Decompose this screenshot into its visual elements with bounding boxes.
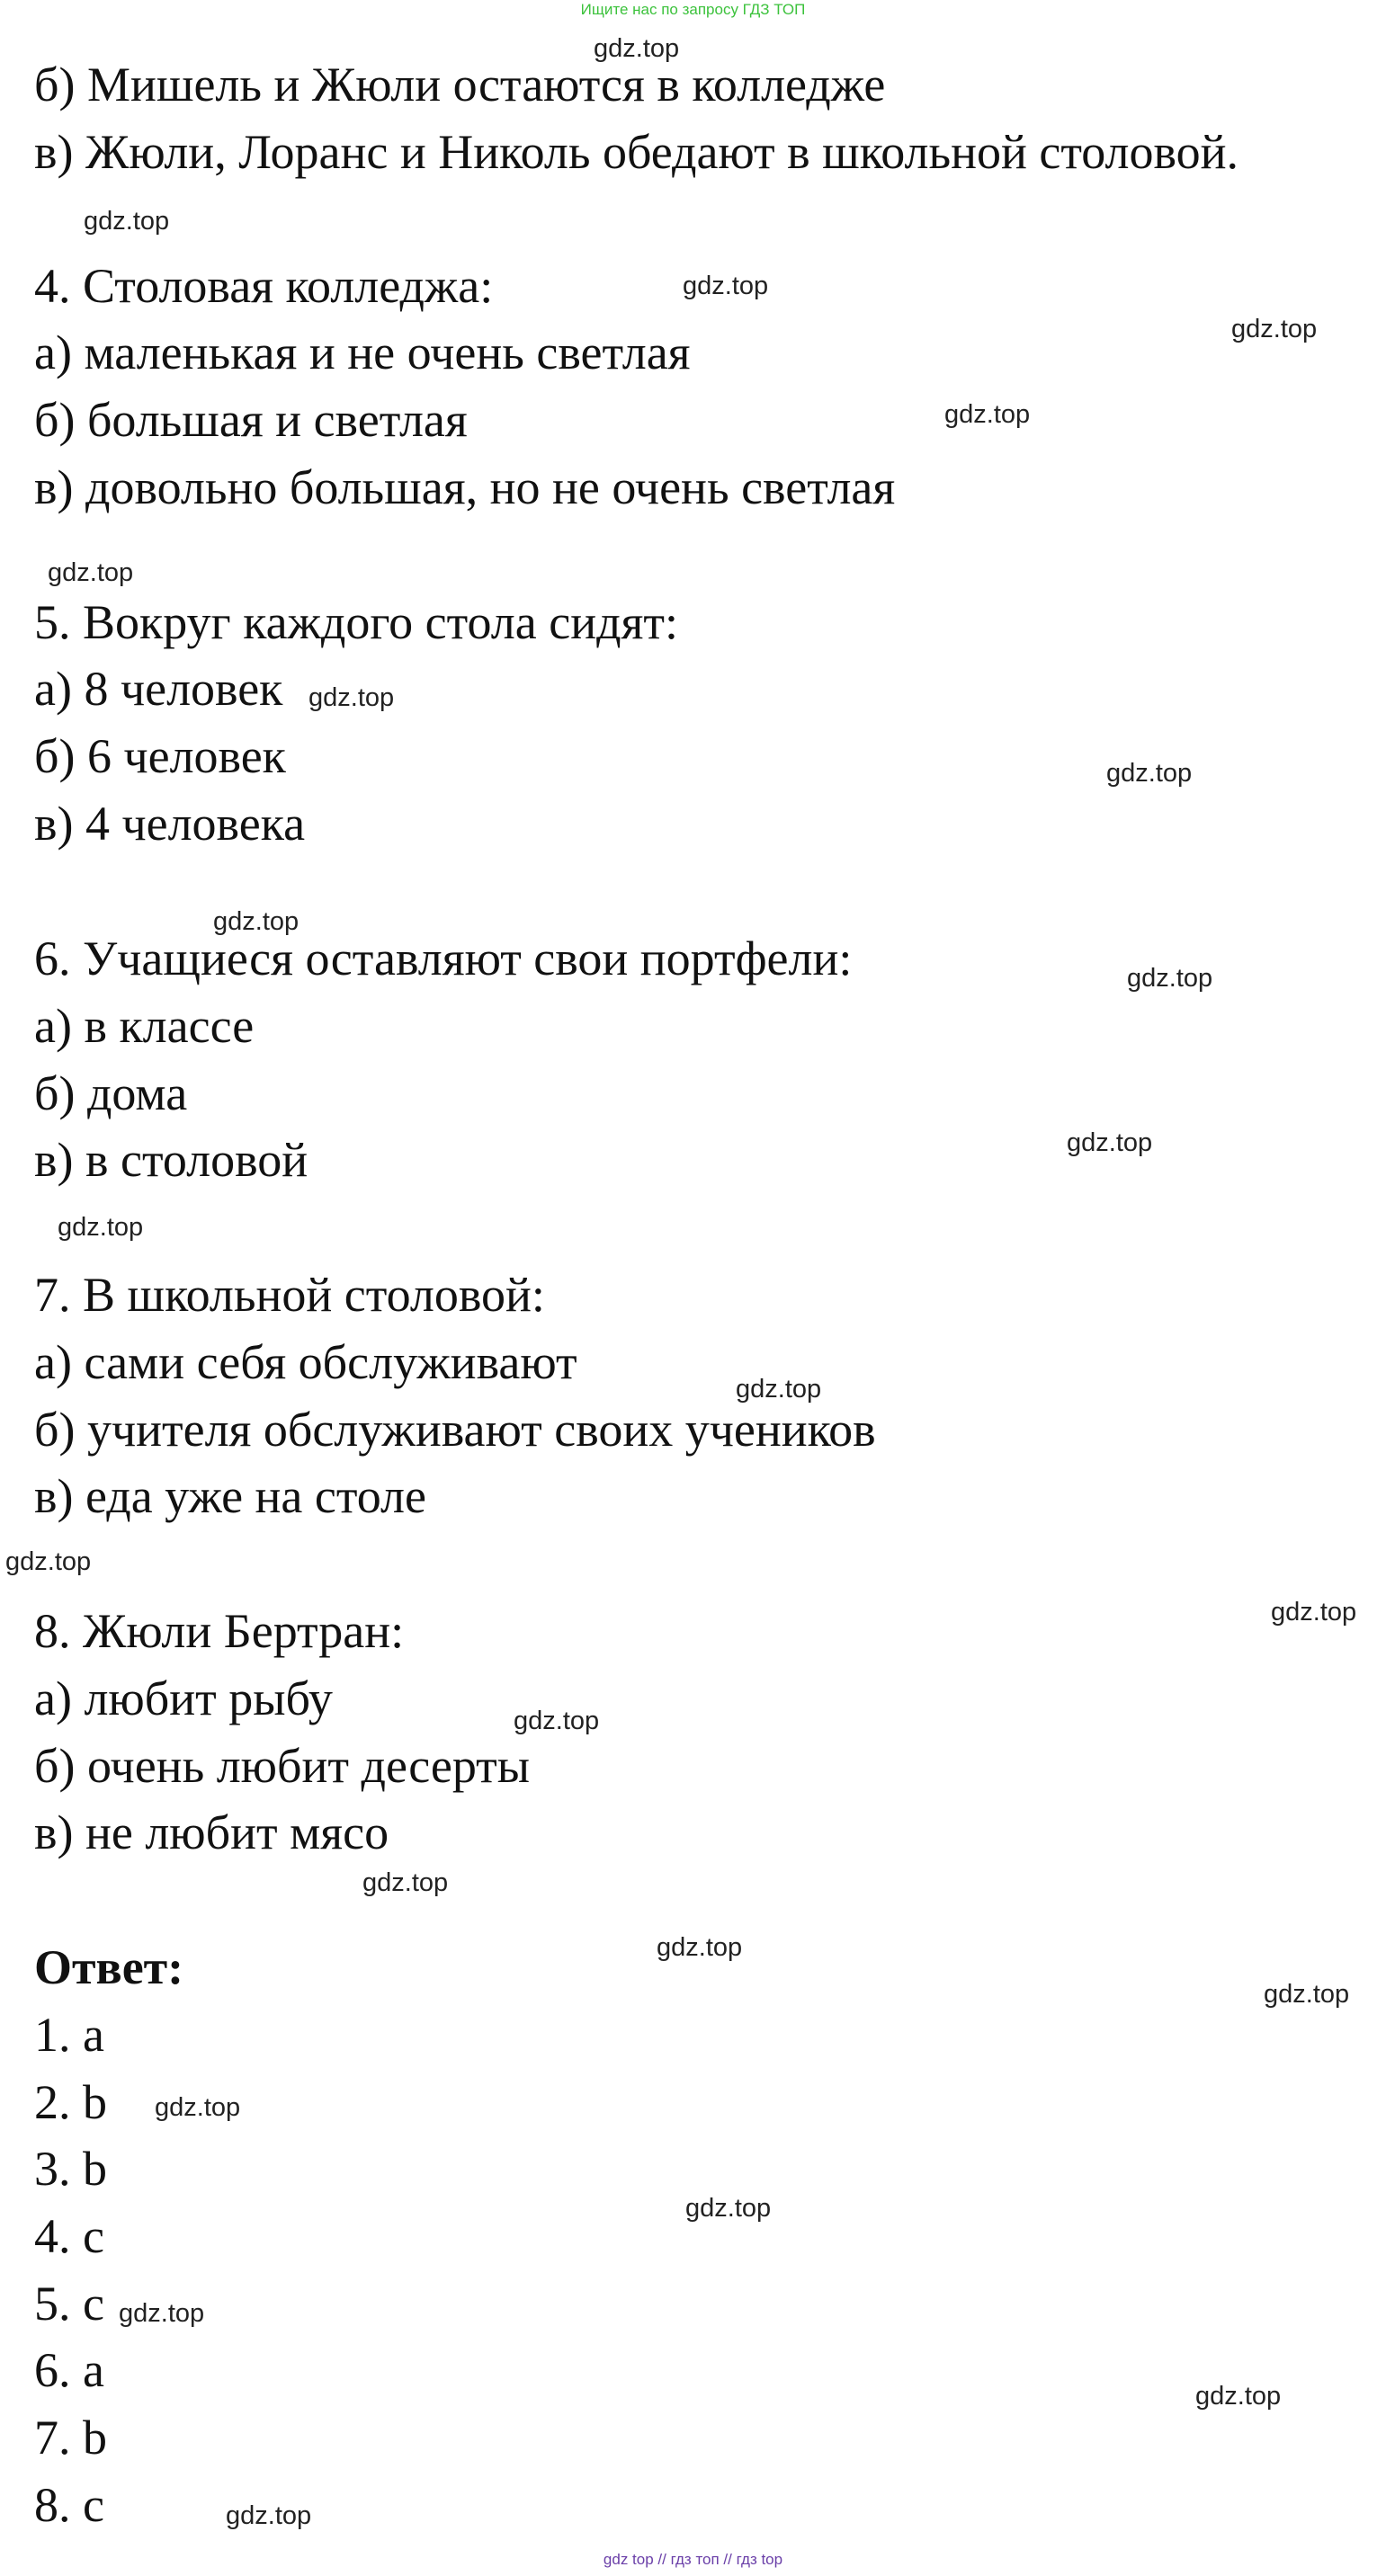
answer-line: 2. b	[34, 2075, 107, 2129]
watermark: gdz.top	[84, 207, 170, 236]
footer-text: gdz top // гдз топ // гдз top	[603, 2551, 783, 2568]
answer-line: 7. b	[34, 2411, 107, 2465]
watermark: gdz.top	[685, 2194, 772, 2223]
watermark: gdz.top	[1127, 964, 1213, 993]
option-line: б) учителя обслуживают своих учеников	[34, 1403, 876, 1457]
option-line: в) 4 человека	[34, 797, 306, 851]
watermark: gdz.top	[514, 1707, 600, 1735]
watermark: gdz.top	[226, 2501, 312, 2530]
answer-heading: Ответ:	[34, 1940, 184, 1994]
watermark: gdz.top	[736, 1375, 822, 1404]
option-line: а) любит рыбу	[34, 1671, 333, 1725]
question-heading: 6. Учащиеся оставляют свои портфели:	[34, 931, 853, 985]
answer-line: 5. c	[34, 2277, 104, 2331]
answer-line: 6. a	[34, 2343, 104, 2397]
option-line: а) 8 человек	[34, 662, 283, 716]
watermark: gdz.top	[594, 34, 680, 63]
watermark: gdz.top	[308, 683, 395, 712]
watermark: gdz.top	[657, 1933, 743, 1962]
option-line: а) маленькая и не очень светлая	[34, 325, 691, 379]
watermark: gdz.top	[683, 272, 769, 300]
watermark: gdz.top	[48, 558, 134, 587]
watermark: gdz.top	[944, 400, 1031, 429]
option-line: в) довольно большая, но не очень светлая	[34, 460, 896, 514]
top-banner: Ищите нас по запросу ГДЗ ТОП	[580, 1, 806, 18]
option-line: в) в столовой	[34, 1133, 308, 1187]
watermark: gdz.top	[1264, 1980, 1350, 2009]
question-heading: 5. Вокруг каждого стола сидят:	[34, 595, 679, 649]
option-line: б) 6 человек	[34, 729, 286, 783]
answer-line: 3. b	[34, 2142, 107, 2196]
option-line: а) сами себя обслуживают	[34, 1335, 577, 1389]
watermark: gdz.top	[5, 1547, 92, 1576]
option-line: в) не любит мясо	[34, 1805, 389, 1859]
watermark: gdz.top	[155, 2093, 241, 2122]
option-line: в) Жюли, Лоранс и Николь обедают в школьной столовой.	[34, 125, 1239, 179]
option-line: а) в классе	[34, 999, 255, 1053]
answer-line: 8. c	[34, 2478, 104, 2532]
watermark: gdz.top	[362, 1868, 449, 1897]
question-heading: 4. Столовая колледжа:	[34, 259, 494, 313]
option-line: б) дома	[34, 1066, 188, 1120]
answer-line: 4. c	[34, 2209, 104, 2263]
question-heading: 7. В школьной столовой:	[34, 1268, 545, 1322]
watermark: gdz.top	[213, 907, 300, 936]
watermark: gdz.top	[1067, 1128, 1153, 1157]
watermark: gdz.top	[1106, 759, 1193, 788]
question-heading: 8. Жюли Бертран:	[34, 1604, 405, 1658]
answer-line: 1. a	[34, 2008, 104, 2062]
watermark: gdz.top	[1195, 2382, 1282, 2411]
option-line: б) очень любит десерты	[34, 1739, 531, 1793]
watermark: gdz.top	[119, 2299, 205, 2328]
watermark: gdz.top	[1271, 1598, 1357, 1627]
option-line: б) Мишель и Жюли остаются в колледже	[34, 58, 886, 111]
option-line: б) большая и светлая	[34, 393, 468, 447]
option-line: в) еда уже на столе	[34, 1469, 426, 1523]
watermark: gdz.top	[1231, 315, 1318, 343]
watermark: gdz.top	[58, 1213, 144, 1242]
